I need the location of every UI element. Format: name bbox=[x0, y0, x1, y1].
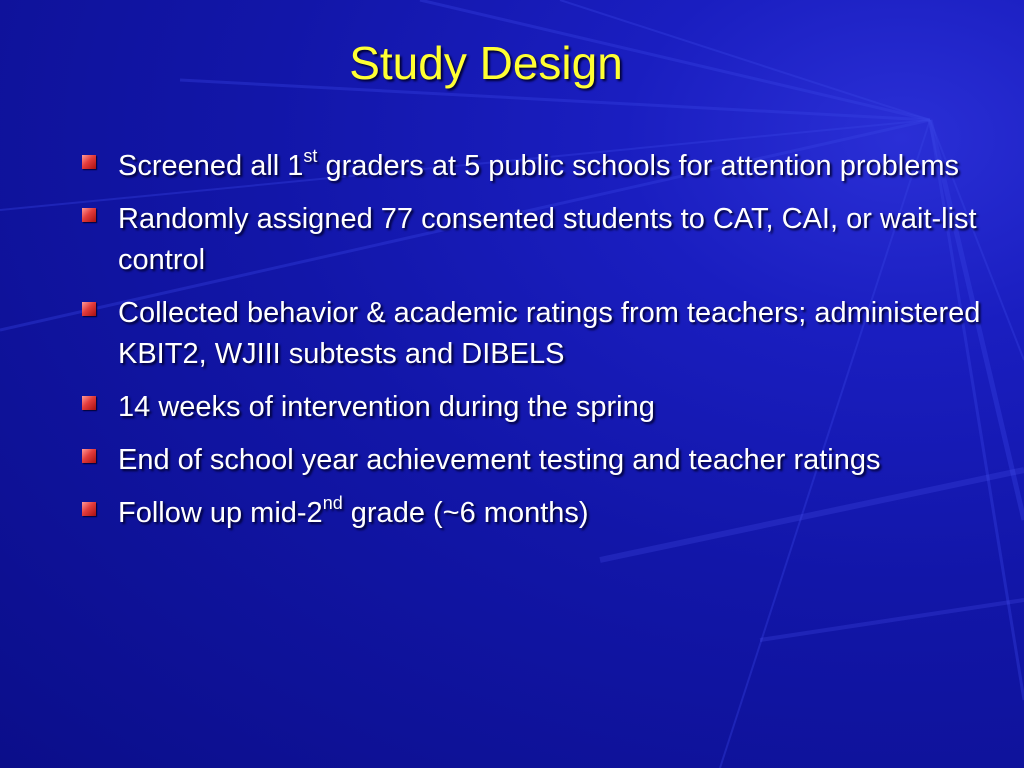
bullet-text: End of school year achievement testing and teacher ratings bbox=[118, 444, 881, 476]
bullet-list bbox=[82, 146, 982, 546]
bullet-item bbox=[82, 293, 982, 375]
square-bullet-icon bbox=[82, 208, 96, 222]
square-bullet-icon bbox=[82, 396, 96, 410]
bullet-text: 14 weeks of intervention during the spring bbox=[118, 391, 655, 423]
bullet-text: Randomly assigned 77 consented students to CAT, CAI, or wait-list control bbox=[118, 203, 977, 276]
square-bullet-icon bbox=[82, 155, 96, 169]
bullet-text: Collected behavior & academic ratings from teachers; administered KBIT2, WJIII subtests and DIBELS bbox=[118, 297, 981, 370]
bullet-item bbox=[82, 440, 982, 481]
square-bullet-icon bbox=[82, 502, 96, 516]
bullet-item bbox=[82, 387, 982, 428]
square-bullet-icon bbox=[82, 449, 96, 463]
bullet-text: Follow up mid-2nd grade (~6 months) bbox=[118, 493, 589, 529]
bullet-item bbox=[82, 199, 982, 281]
bullet-text: Screened all 1st graders at 5 public schools for attention problems bbox=[118, 146, 959, 182]
bullet-item bbox=[82, 493, 982, 534]
bullet-item bbox=[82, 146, 982, 187]
square-bullet-icon bbox=[82, 302, 96, 316]
slide-title: Study Design bbox=[349, 37, 623, 89]
